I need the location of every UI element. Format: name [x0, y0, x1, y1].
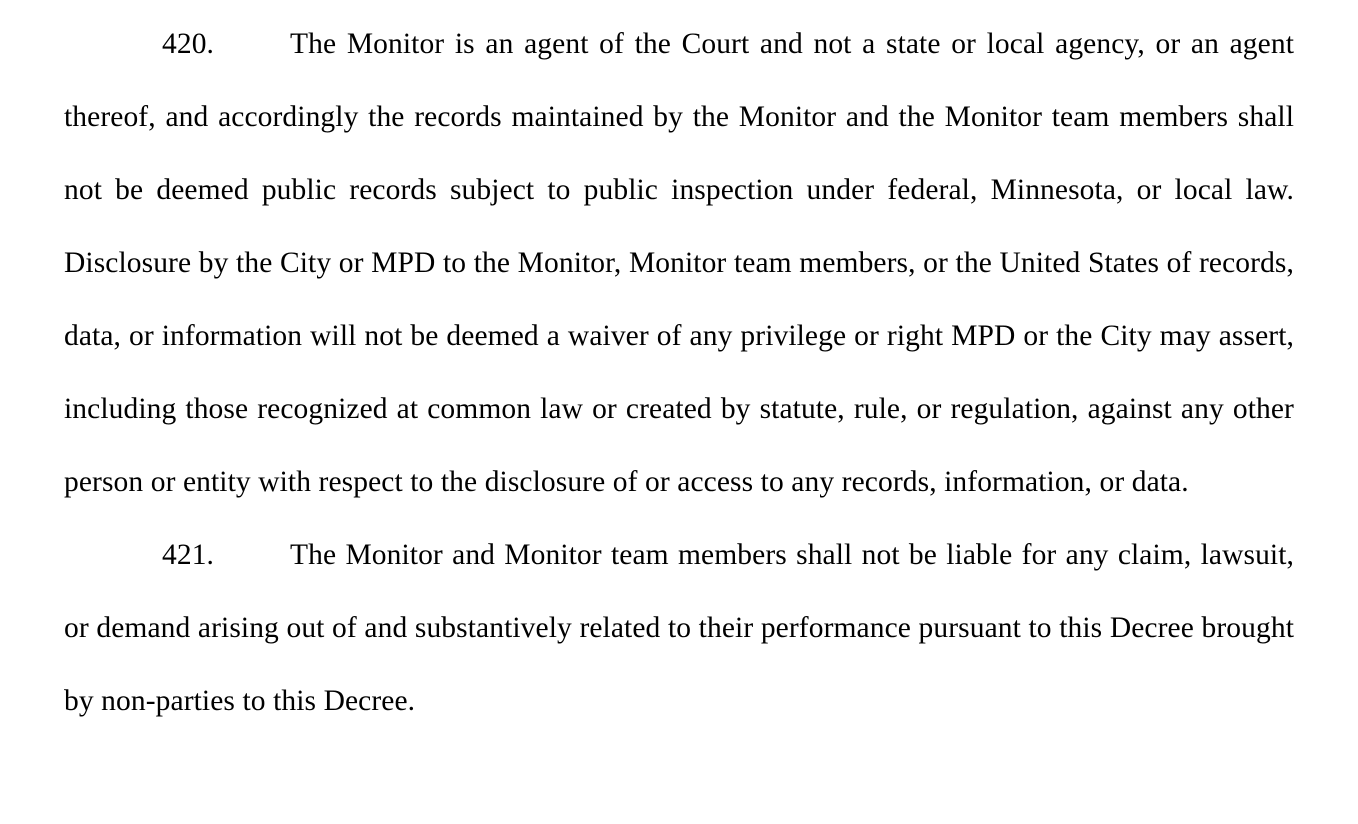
paragraph-number-420: 420.	[162, 28, 215, 60]
paragraph-text-421: The Monitor and Monitor team members shall not be liable for any claim, lawsuit, or demand arising out of and substantively related to their performance pursuant to this Decree brought by non-parties to this Decree.	[64, 539, 1294, 717]
paragraph-420	[64, 8, 1294, 519]
document-body	[64, 0, 1294, 738]
paragraph-number-421: 421.	[162, 539, 215, 571]
paragraph-text-420: The Monitor is an agent of the Court and not a state or local agency, or an agent thereof, and accordingly the records maintained by the Monitor and the Monitor team members shall not be deemed public records subject to public inspection under federal, Minnesota, or local law. Disclosure by the City or MPD to the Monitor, Monitor team members, or the United States of records, data, or information will not be deemed a waiver of any privilege or right MPD or the City may assert, including those recognized at common law or created by statute, rule, or regulation, against any other person or entity with respect to the disclosure of or access to any records, information, or data.	[64, 28, 1294, 498]
paragraph-421	[64, 519, 1294, 738]
